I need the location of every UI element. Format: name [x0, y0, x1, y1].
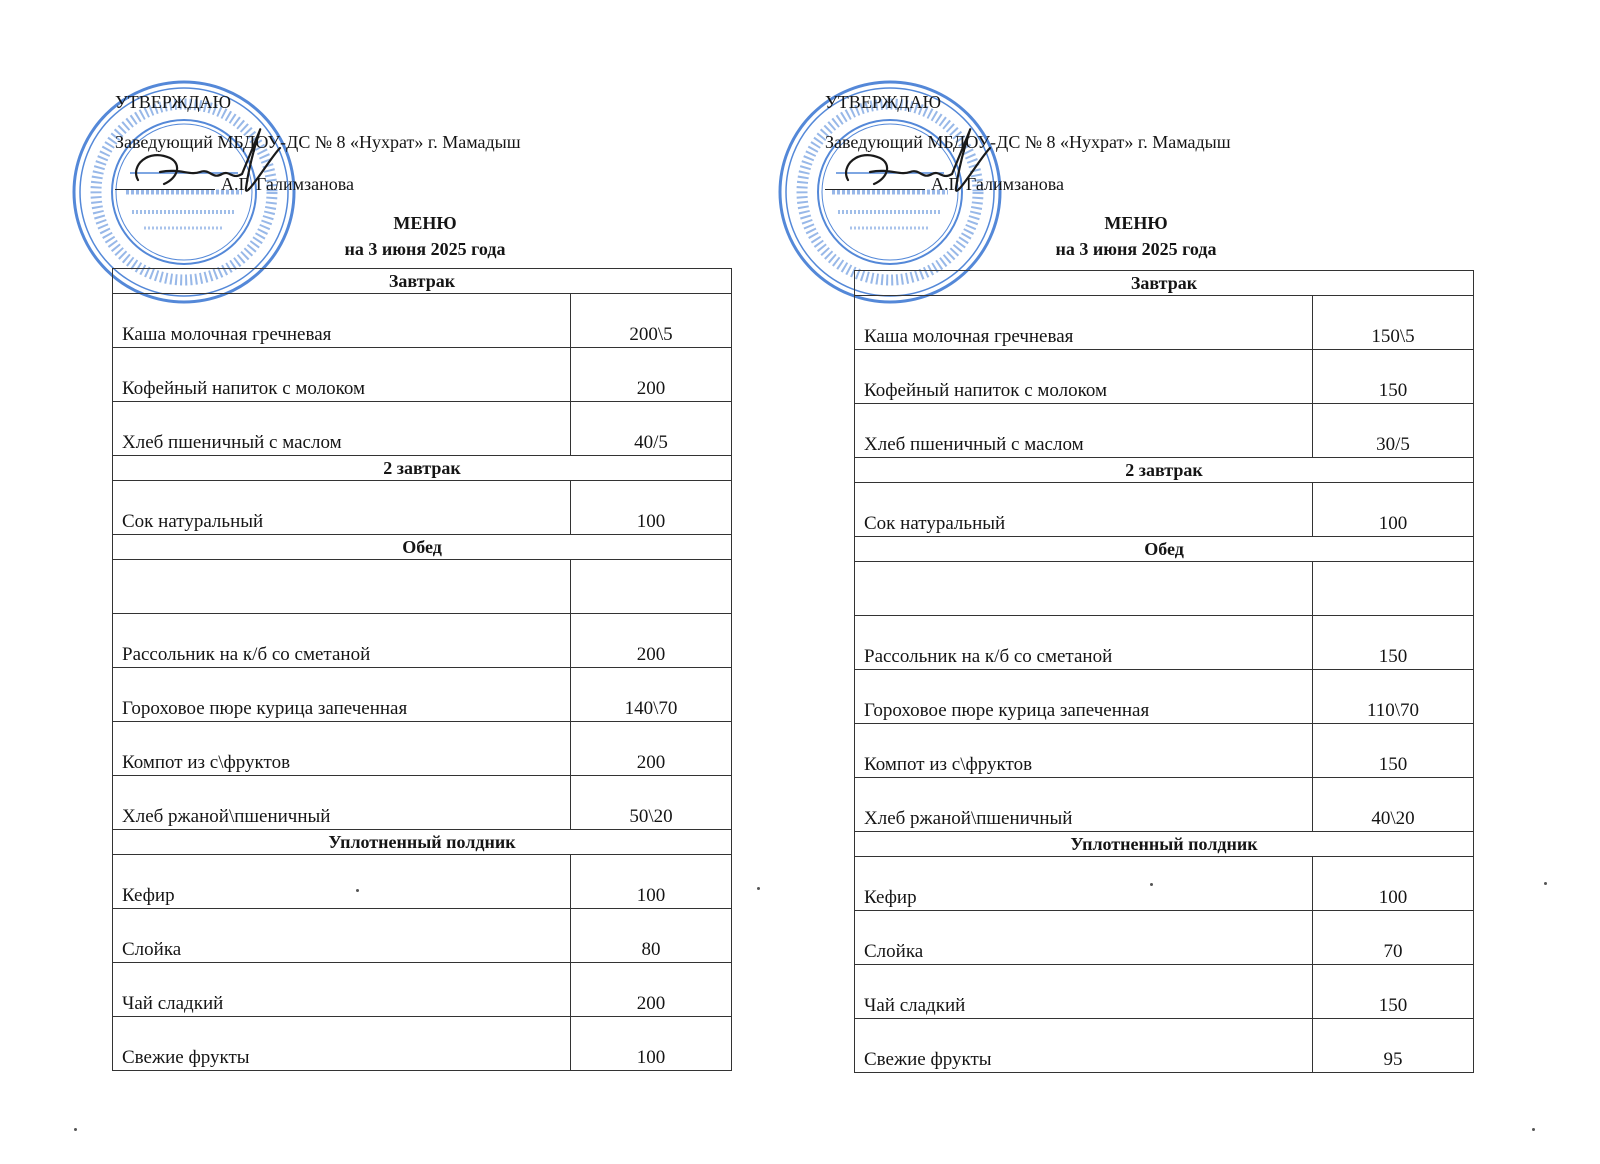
menu-table: [112, 268, 732, 1071]
dish-name: Гороховое пюре курица запеченная: [855, 670, 1313, 724]
menu-page-right: [800, 0, 1580, 1164]
table-row: [113, 776, 732, 830]
table-row: [855, 616, 1474, 670]
table-row: [855, 562, 1474, 616]
approve-label: УТВЕРЖДАЮ: [115, 92, 232, 112]
dish-name: Кофейный напиток с молоком: [113, 348, 571, 402]
dish-portion: 150\5: [1313, 296, 1474, 350]
table-row: [113, 963, 732, 1017]
table-row: [855, 404, 1474, 458]
section-title: Завтрак: [855, 271, 1474, 296]
dish-portion: 40/5: [571, 402, 732, 456]
table-row: [113, 722, 732, 776]
table-row: [113, 1017, 732, 1071]
dish-portion: 140\70: [571, 668, 732, 722]
scan-speck: [1150, 883, 1153, 886]
dish-name: Компот из с\фруктов: [855, 724, 1313, 778]
dish-portion: 150: [1313, 724, 1474, 778]
dish-portion: 80: [571, 909, 732, 963]
section-title: Уплотненный полдник: [113, 830, 732, 855]
table-row: [855, 965, 1474, 1019]
approver-position: Заведующий МБДОУ-ДС № 8 «Нухрат» г. Мамадыш: [825, 132, 1231, 152]
dish-portion: 200: [571, 348, 732, 402]
dish-portion: 200: [571, 963, 732, 1017]
section-title: Обед: [113, 535, 732, 560]
table-row: [113, 560, 732, 614]
table-row: [855, 1019, 1474, 1073]
dish-portion: 50\20: [571, 776, 732, 830]
dish-name: Хлеб пшеничный с маслом: [113, 402, 571, 456]
dish-portion: 200\5: [571, 294, 732, 348]
table-row: [855, 296, 1474, 350]
table-row: [113, 402, 732, 456]
dish-portion: 150: [1313, 350, 1474, 404]
dish-name: Гороховое пюре курица запеченная: [113, 668, 571, 722]
table-row: [855, 857, 1474, 911]
table-row: [113, 481, 732, 535]
approver-name-line: [825, 174, 1064, 194]
dish-name: Чай сладкий: [855, 965, 1313, 1019]
dish-portion: 150: [1313, 616, 1474, 670]
scan-speck: [74, 1128, 77, 1131]
table-row: [113, 348, 732, 402]
dish-portion: 100: [1313, 857, 1474, 911]
dish-portion: 100: [1313, 483, 1474, 537]
table-row: [855, 350, 1474, 404]
dish-name: Хлеб ржаной\пшеничный: [113, 776, 571, 830]
dish-name: Хлеб пшеничный с маслом: [855, 404, 1313, 458]
dish-portion: 30/5: [1313, 404, 1474, 458]
approver-name-line: [115, 174, 354, 194]
dish-name: Свежие фрукты: [855, 1019, 1313, 1073]
signature-line: [115, 175, 215, 190]
dish-name: Хлеб ржаной\пшеничный: [855, 778, 1313, 832]
dish-portion: [1313, 562, 1474, 616]
section-title: Завтрак: [113, 269, 732, 294]
table-row: [855, 483, 1474, 537]
approve-label: УТВЕРЖДАЮ: [825, 92, 942, 112]
dish-portion: 110\70: [1313, 670, 1474, 724]
menu-date: на 3 июня 2025 года: [344, 239, 506, 259]
menu-title: МЕНЮ: [393, 213, 457, 233]
dish-name: Слойка: [855, 911, 1313, 965]
scan-speck: [1532, 1128, 1535, 1131]
dish-name: Кефир: [855, 857, 1313, 911]
dish-name: Рассольник на к/б со сметаной: [113, 614, 571, 668]
dish-name: Рассольник на к/б со сметаной: [855, 616, 1313, 670]
dish-portion: 40\20: [1313, 778, 1474, 832]
scan-speck: [1544, 882, 1547, 885]
dish-portion: 200: [571, 722, 732, 776]
table-row: [855, 911, 1474, 965]
menu-page-left: [0, 0, 780, 1164]
dish-name: Слойка: [113, 909, 571, 963]
table-row: [113, 294, 732, 348]
dish-name: Свежие фрукты: [113, 1017, 571, 1071]
table-row: [113, 668, 732, 722]
dish-name: Компот из с\фруктов: [113, 722, 571, 776]
dish-name: Чай сладкий: [113, 963, 571, 1017]
dish-portion: 70: [1313, 911, 1474, 965]
table-row: [113, 614, 732, 668]
dish-name: Сок натуральный: [855, 483, 1313, 537]
scan-speck: [757, 887, 760, 890]
table-row: [855, 778, 1474, 832]
dish-portion: 100: [571, 1017, 732, 1071]
dish-portion: [571, 560, 732, 614]
dish-name: Кофейный напиток с молоком: [855, 350, 1313, 404]
section-title: 2 завтрак: [855, 458, 1474, 483]
section-title: Обед: [855, 537, 1474, 562]
dish-name: Каша молочная гречневая: [855, 296, 1313, 350]
table-row: [113, 909, 732, 963]
approver-name: А.Г. Галимзанова: [931, 174, 1064, 194]
section-title: 2 завтрак: [113, 456, 732, 481]
approver-position: Заведующий МБДОУ-ДС № 8 «Нухрат» г. Мамадыш: [115, 132, 521, 152]
section-title: Уплотненный полдник: [855, 832, 1474, 857]
menu-title: МЕНЮ: [1104, 213, 1168, 233]
scan-speck: [356, 889, 359, 892]
signature-line: [825, 175, 925, 190]
dish-name: Каша молочная гречневая: [113, 294, 571, 348]
approver-name: А.Г. Галимзанова: [221, 174, 354, 194]
table-row: [855, 724, 1474, 778]
menu-date: на 3 июня 2025 года: [1055, 239, 1217, 259]
dish-name: Кефир: [113, 855, 571, 909]
table-row: [855, 670, 1474, 724]
dish-portion: 100: [571, 855, 732, 909]
table-row: [113, 855, 732, 909]
dish-name: Сок натуральный: [113, 481, 571, 535]
dish-portion: 150: [1313, 965, 1474, 1019]
dish-name: [855, 562, 1313, 616]
dish-portion: 200: [571, 614, 732, 668]
dish-name: [113, 560, 571, 614]
dish-portion: 100: [571, 481, 732, 535]
menu-table: [854, 270, 1474, 1073]
dish-portion: 95: [1313, 1019, 1474, 1073]
